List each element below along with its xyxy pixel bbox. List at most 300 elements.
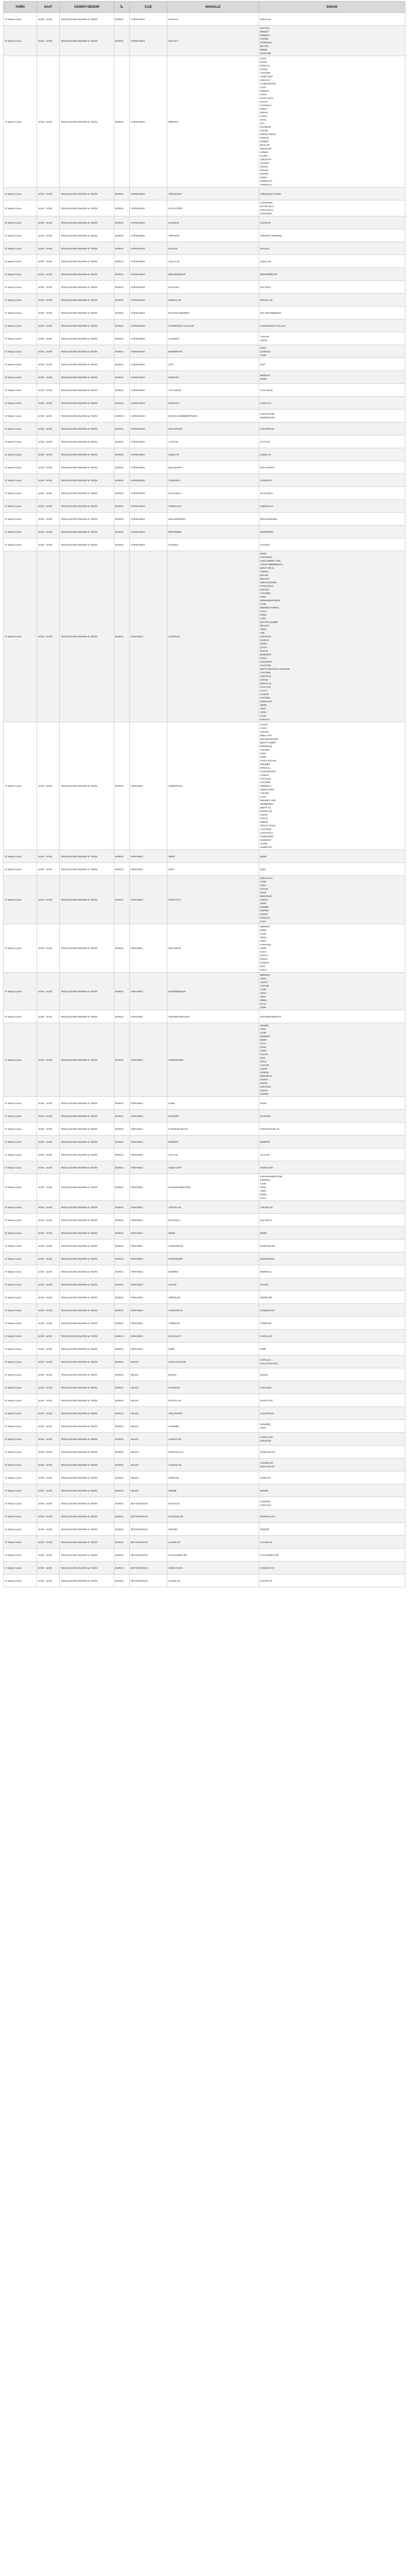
cell-district: ORHANELİ (130, 1343, 167, 1355)
cell-date: 17 Mayıs Cuma (4, 1110, 37, 1123)
cell-reason: TEDAŞ BAKIM ONARIM ve TESİS (60, 1381, 114, 1394)
cell-neighborhood: AKÇALAR (167, 255, 259, 268)
cell-reason: TEDAŞ BAKIM ONARIM ve TESİS (60, 526, 114, 538)
cell-reason: TEDAŞ BAKIM ONARIM ve TESİS (60, 1394, 114, 1407)
cell-date: 17 Mayıs Cuma (4, 1252, 37, 1265)
cell-province: BURSA (114, 526, 130, 538)
cell-reason: TEDAŞ BAKIM ONARIM ve TESİS (60, 422, 114, 435)
cell-province: BURSA (114, 255, 130, 268)
cell-reason: TEDAŞ BAKIM ONARIM ve TESİS (60, 1161, 114, 1174)
cell-neighborhood: KOÇDOĞAN (167, 1304, 259, 1317)
cell-reason: TEDAŞ BAKIM ONARIM ve TESİS (60, 26, 114, 56)
cell-time: 10:00 - 16:00 (37, 1497, 60, 1510)
cell-reason: TEDAŞ BAKIM ONARIM ve TESİS (60, 384, 114, 397)
cell-district: KELES (130, 1394, 167, 1407)
cell-reason: TEDAŞ BAKIM ONARIM ve TESİS (60, 1265, 114, 1278)
cell-date: 17 Mayıs Cuma (4, 538, 37, 551)
cell-neighborhood: FIŞEKKALE (167, 500, 259, 513)
cell-neighborhood: ÇAKIRLAR (167, 1536, 259, 1549)
cell-neighborhood: SOKUNDANDANAT (167, 1010, 259, 1023)
table-row (4, 188, 405, 200)
cell-province: BURSA (114, 422, 130, 435)
cell-street: DEPEDERE (259, 526, 405, 538)
cell-time: 10:00 - 16:00 (37, 526, 60, 538)
cell-province: BURSA (114, 1459, 130, 1471)
cell-time: 10:00 - 16:00 (37, 1549, 60, 1562)
cell-date: 17 Mayıs Cuma (4, 526, 37, 538)
cell-district: BÜYÜKORHAN (130, 1549, 167, 1562)
cell-date: 17 Mayıs Cuma (4, 188, 37, 200)
cell-date: 17 Mayıs Cuma (4, 1381, 37, 1394)
cell-street: KAVAKLAR (259, 1330, 405, 1343)
cell-date: 17 Mayıs Cuma (4, 1227, 37, 1240)
cell-province: BURSA (114, 863, 130, 876)
cell-street: ESKİYAYLA CAMİ YENİ PAZAR OKUL MEZARLIK SARAY TEPE ÇEŞME KÖPRÜ ÇINAR BAĞLAR KAYA (259, 876, 405, 924)
cell-date: 17 Mayıs Cuma (4, 551, 37, 722)
cell-province: BURSA (114, 722, 130, 850)
cell-reason: TEDAŞ BAKIM ONARIM ve TESİS (60, 500, 114, 513)
table-row (4, 1240, 405, 1252)
cell-province: BURSA (114, 1343, 130, 1355)
cell-time: 10:00 - 16:00 (37, 973, 60, 1010)
cell-province: BURSA (114, 1536, 130, 1549)
table-row (4, 435, 405, 448)
cell-time: 10:00 - 16:00 (37, 1394, 60, 1407)
table-row (4, 1227, 405, 1240)
cell-time: 10:00 - 16:00 (37, 13, 60, 26)
cell-district: HARMANCIK (130, 448, 167, 461)
cell-reason: TEDAŞ BAKIM ONARIM ve TESİS (60, 1148, 114, 1161)
cell-date: 17 Mayıs Cuma (4, 1240, 37, 1252)
cell-date: 17 Mayıs Cuma (4, 474, 37, 487)
cell-neighborhood: BALLIDARAY (167, 461, 259, 474)
table-row (4, 345, 405, 358)
cell-time: 10:00 - 16:00 (37, 1227, 60, 1240)
cell-time: 10:00 - 16:00 (37, 384, 60, 397)
cell-time: 10:00 - 16:00 (37, 229, 60, 242)
cell-street: DELİCEDONDU (259, 513, 405, 526)
cell-neighborhood: BEKDEMİRLER (167, 268, 259, 281)
cell-neighborhood: DERECİK (167, 371, 259, 384)
cell-province: BURSA (114, 1023, 130, 1097)
table-row (4, 56, 405, 188)
cell-time: 10:00 - 16:00 (37, 1265, 60, 1278)
cell-date: 17 Mayıs Cuma (4, 1123, 37, 1136)
cell-time: 10:00 - 16:00 (37, 307, 60, 319)
cell-district: KELES (130, 1407, 167, 1420)
cell-reason: TEDAŞ BAKIM ONARIM ve TESİS (60, 397, 114, 410)
cell-reason: TEDAŞ BAKIM ONARIM ve TESİS (60, 1174, 114, 1201)
cell-date: 17 Mayıs Cuma (4, 1291, 37, 1304)
cell-reason: TEDAŞ BAKIM ONARIM ve TESİS (60, 1407, 114, 1420)
cell-district: ORHANELİ (130, 1023, 167, 1097)
cell-street: EMİR (259, 1343, 405, 1355)
cell-neighborhood: PERÇİN (167, 1523, 259, 1536)
cell-district: ORHANELİ (130, 1240, 167, 1252)
cell-time: 10:00 - 16:00 (37, 268, 60, 281)
table-row (4, 294, 405, 307)
cell-date: 17 Mayıs Cuma (4, 1459, 37, 1471)
cell-province: BURSA (114, 1097, 130, 1110)
table-row (4, 281, 405, 294)
cell-province: BURSA (114, 551, 130, 722)
header-date: TARİH (4, 2, 37, 13)
table-row (4, 461, 405, 474)
table-row (4, 358, 405, 371)
cell-reason: TEDAŞ BAKIM ONARIM ve TESİS (60, 229, 114, 242)
cell-time: 10:00 - 16:00 (37, 319, 60, 332)
cell-date: 17 Mayıs Cuma (4, 1446, 37, 1459)
cell-neighborhood: SAMAYLAR (167, 1433, 259, 1446)
cell-time: 10:00 - 16:00 (37, 1381, 60, 1394)
cell-date: 17 Mayıs Cuma (4, 200, 37, 216)
cell-neighborhood: DAVUTLAR (167, 1394, 259, 1407)
cell-district: HARMANCIK (130, 188, 167, 200)
cell-street: DURSUNLAR (259, 1510, 405, 1523)
table-row (4, 410, 405, 422)
table-row (4, 384, 405, 397)
table-row (4, 1023, 405, 1097)
cell-district: HARMANCIK (130, 307, 167, 319)
cell-neighborhood: ÜNMETPAŞA (167, 722, 259, 850)
cell-reason: TEDAŞ BAKIM ONARIM ve TESİS (60, 56, 114, 188)
table-row (4, 1562, 405, 1574)
cell-street: KAZANLI (259, 538, 405, 551)
cell-reason: TEDAŞ BAKIM ONARIM ve TESİS (60, 1459, 114, 1471)
cell-street: ÇAKIRLAR (259, 1536, 405, 1549)
cell-neighborhood: ÇATALGÖZÜ (167, 200, 259, 216)
header-time: SAAT (37, 2, 60, 13)
cell-time: 10:00 - 16:00 (37, 1574, 60, 1587)
cell-district: ORHANELİ (130, 1214, 167, 1227)
cell-street: BALLIDARAY (259, 461, 405, 474)
cell-province: BURSA (114, 448, 130, 461)
cell-date: 17 Mayıs Cuma (4, 242, 37, 255)
table-row (4, 448, 405, 461)
cell-reason: TEDAŞ BAKIM ONARIM ve TESİS (60, 1227, 114, 1240)
table-row (4, 1446, 405, 1459)
cell-district: KELES (130, 1433, 167, 1446)
cell-province: BURSA (114, 216, 130, 229)
cell-street: OKUL BAYIR İSTİKLAL ÇARŞI ATATÜRK YEŞİLYURT KIZILCIK CUMHURİYET GAZİ ORMAN FATİH KARAAĞAÇ PINAR ALTINOVA HIRKA SARAY FAKILI OKUL KIYI ÜÇPINAR ZAFER MİMAR SİNAN DOĞAN KEMER BAĞLAR SEKİZLER GÜNEY KUZEY ÇIRAĞAN AYAZMA SÜSÜL BAHÇE KÖPRÜ DOĞU HÜRRİYET ARMUTLU (259, 56, 405, 188)
cell-street: MERKEZ ORTA AŞAĞI YUKARI CAMİ OKUL YENİ DERE KAYA TEPE (259, 973, 405, 1010)
cell-street: SERE (259, 850, 405, 863)
cell-province: BURSA (114, 268, 130, 281)
cell-province: BURSA (114, 1174, 130, 1201)
table-row (4, 255, 405, 268)
cell-province: BURSA (114, 1010, 130, 1023)
table-row (4, 1161, 405, 1174)
cell-district: ORHANELİ (130, 1330, 167, 1343)
cell-neighborhood: PADIL (167, 1097, 259, 1110)
cell-province: BURSA (114, 188, 130, 200)
header-district: İLÇE (130, 2, 167, 13)
cell-district: HARMANCIK (130, 332, 167, 345)
cell-time: 10:00 - 16:00 (37, 1201, 60, 1214)
cell-neighborhood: KARASAZ (167, 1497, 259, 1510)
table-row (4, 319, 405, 332)
cell-reason: TEDAŞ BAKIM ONARIM ve TESİS (60, 863, 114, 876)
cell-neighborhood: GELEMİÇ (167, 1420, 259, 1433)
cell-date: 17 Mayıs Cuma (4, 1394, 37, 1407)
cell-date: 17 Mayıs Cuma (4, 1214, 37, 1227)
cell-reason: TEDAŞ BAKIM ONARIM ve TESİS (60, 1420, 114, 1433)
cell-neighborhood: BALIOĞLU (167, 1214, 259, 1227)
cell-district: ORHANELİ (130, 1148, 167, 1161)
table-row (4, 307, 405, 319)
cell-street: GÜNEYKAYA (259, 1562, 405, 1574)
cell-street: ÇEKİ (259, 863, 405, 876)
cell-reason: TEDAŞ BAKIM ONARIM ve TESİS (60, 1123, 114, 1136)
table-row (4, 1304, 405, 1317)
cell-street: ALİTTUZ (259, 435, 405, 448)
cell-time: 10:00 - 16:00 (37, 1484, 60, 1497)
cell-date: 17 Mayıs Cuma (4, 876, 37, 924)
cell-district: HARMANCIK (130, 26, 167, 56)
table-body (4, 13, 405, 1587)
cell-reason: TEDAŞ BAKIM ONARIM ve TESİS (60, 345, 114, 358)
cell-street: YUNUSLAR BARAKOLAR (259, 1459, 405, 1471)
cell-reason: TEDAŞ BAKIM ONARIM ve TESİS (60, 722, 114, 850)
cell-district: BÜYÜKORHAN (130, 1536, 167, 1549)
table-row (4, 850, 405, 863)
cell-time: 10:00 - 16:00 (37, 1023, 60, 1097)
cell-street: GÖKÇELER ÇIKMA (259, 188, 405, 200)
cell-district: HARMANCIK (130, 281, 167, 294)
cell-date: 17 Mayıs Cuma (4, 1317, 37, 1330)
cell-street: KARAÇAL KOCA KOVACIK (259, 1355, 405, 1368)
cell-date: 17 Mayıs Cuma (4, 1549, 37, 1562)
cell-province: BURSA (114, 1407, 130, 1420)
cell-date: 17 Mayıs Cuma (4, 1536, 37, 1549)
cell-province: BURSA (114, 1161, 130, 1174)
cell-province: BURSA (114, 13, 130, 26)
cell-date: 17 Mayıs Cuma (4, 1304, 37, 1317)
cell-time: 10:00 - 16:00 (37, 1240, 60, 1252)
table-row (4, 268, 405, 281)
cell-neighborhood: YEŞİLYURT (167, 1161, 259, 1174)
cell-reason: TEDAŞ BAKIM ONARIM ve TESİS (60, 358, 114, 371)
cell-district: HARMANCIK (130, 319, 167, 332)
table-row (4, 1574, 405, 1587)
cell-time: 10:00 - 16:00 (37, 26, 60, 56)
cell-reason: TEDAŞ BAKIM ONARIM ve TESİS (60, 513, 114, 526)
cell-reason: TEDAŞ BAKIM ONARIM ve TESİS (60, 1252, 114, 1265)
table-row (4, 863, 405, 876)
cell-street: GELEMİÇ YENİ (259, 1420, 405, 1433)
cell-province: BURSA (114, 850, 130, 863)
table-header (4, 2, 405, 13)
cell-neighborhood: BAŞAR (167, 1368, 259, 1381)
cell-reason: TEDAŞ BAKIM ONARIM ve TESİS (60, 487, 114, 500)
cell-time: 10:00 - 16:00 (37, 1330, 60, 1343)
cell-province: BURSA (114, 1278, 130, 1291)
cell-district: ORHANELİ (130, 1010, 167, 1023)
cell-province: BURSA (114, 1562, 130, 1574)
cell-reason: TEDAŞ BAKIM ONARIM ve TESİS (60, 1355, 114, 1368)
cell-time: 10:00 - 16:00 (37, 1446, 60, 1459)
cell-province: BURSA (114, 461, 130, 474)
cell-province: BURSA (114, 1252, 130, 1265)
cell-street: ORTA ÇAYBAŞI CAMİ (259, 345, 405, 358)
cell-date: 17 Mayıs Cuma (4, 1562, 37, 1574)
cell-district: ORHANELİ (130, 973, 167, 1010)
cell-district: ORHANELİ (130, 1252, 167, 1265)
cell-district: HARMANCIK (130, 384, 167, 397)
cell-neighborhood: KARAKOZANLAR (167, 1123, 259, 1136)
cell-street: AKÇAPINAR (259, 1407, 405, 1420)
cell-reason: TEDAŞ BAKIM ONARIM ve TESİS (60, 1368, 114, 1381)
cell-time: 10:00 - 16:00 (37, 924, 60, 973)
cell-district: BÜYÜKORHAN (130, 1510, 167, 1523)
cell-province: BURSA (114, 1201, 130, 1214)
cell-neighborhood: SERİÇLER (167, 1291, 259, 1304)
cell-neighborhood: DAĞGÖZ (167, 1110, 259, 1123)
table-row (4, 1174, 405, 1201)
cell-street: DERE (259, 1227, 405, 1240)
table-row (4, 1148, 405, 1161)
cell-neighborhood: DEĞİRMENLER (167, 973, 259, 1010)
cell-street: FIŞEKKALE (259, 500, 405, 513)
table-row (4, 551, 405, 722)
cell-district: HARMANCIK (130, 345, 167, 358)
cell-district: HARMANCIK (130, 242, 167, 255)
table-row (4, 526, 405, 538)
cell-street: YÖRELER (259, 1317, 405, 1330)
cell-date: 17 Mayıs Cuma (4, 1574, 37, 1587)
cell-street: ÇEŞME YENİ CAMİ MERKEZ DERE KAYA OKUL TEPE PAZAR BAĞ ORTA YUKARI AŞAĞI ÇAMLIK MEZARLIK SARAY PINAR KARAKOL ÇINAR KÖPRÜ (259, 1023, 405, 1097)
table-row (4, 1497, 405, 1510)
cell-date: 17 Mayıs Cuma (4, 435, 37, 448)
cell-date: 17 Mayıs Cuma (4, 1355, 37, 1368)
cell-time: 10:00 - 16:00 (37, 410, 60, 422)
cell-district: KELES (130, 1459, 167, 1471)
cell-district: BÜYÜKORHAN (130, 1574, 167, 1587)
table-row (4, 242, 405, 255)
cell-street: BAŞAR (259, 1368, 405, 1381)
cell-reason: TEDAŞ BAKIM ONARIM ve TESİS (60, 1433, 114, 1446)
cell-neighborhood: KOCAPINAR (167, 422, 259, 435)
cell-province: BURSA (114, 1136, 130, 1148)
cell-province: BURSA (114, 1497, 130, 1510)
cell-neighborhood: DEMİRCİ (167, 1265, 259, 1278)
cell-neighborhood: DEDEPINAR (167, 345, 259, 358)
cell-reason: TEDAŞ BAKIM ONARIM ve TESİS (60, 371, 114, 384)
table-row (4, 1536, 405, 1549)
cell-province: BURSA (114, 319, 130, 332)
cell-time: 10:00 - 16:00 (37, 487, 60, 500)
cell-street: SERİÇLER (259, 1291, 405, 1304)
cell-time: 10:00 - 16:00 (37, 188, 60, 200)
cell-district: HARMANCIK (130, 513, 167, 526)
cell-district: KELES (130, 1471, 167, 1484)
cell-time: 10:00 - 16:00 (37, 863, 60, 876)
cell-date: 17 Mayıs Cuma (4, 307, 37, 319)
cell-street: BALIOĞLU (259, 1214, 405, 1227)
cell-time: 10:00 - 16:00 (37, 1355, 60, 1368)
cell-time: 10:00 - 16:00 (37, 1010, 60, 1023)
cell-neighborhood: ARPAKÖY (167, 229, 259, 242)
cell-date: 17 Mayıs Cuma (4, 924, 37, 973)
cell-district: HARMANCIK (130, 410, 167, 422)
cell-street: YUKARI AŞAĞI (259, 332, 405, 345)
cell-district: HARMANCIK (130, 13, 167, 26)
cell-neighborhood: KARAMANDIRTENE (167, 1174, 259, 1201)
cell-time: 10:00 - 16:00 (37, 1536, 60, 1549)
cell-province: BURSA (114, 1355, 130, 1368)
cell-district: ORHANELİ (130, 1317, 167, 1330)
table-row (4, 332, 405, 345)
cell-district: KELES (130, 1368, 167, 1381)
cell-reason: TEDAŞ BAKIM ONARIM ve TESİS (60, 1278, 114, 1291)
cell-time: 10:00 - 16:00 (37, 216, 60, 229)
cell-reason: TEDAŞ BAKIM ONARIM ve TESİS (60, 1446, 114, 1459)
cell-neighborhood: SENDE (167, 1484, 259, 1497)
cell-date: 17 Mayıs Cuma (4, 1023, 37, 1097)
cell-province: BURSA (114, 500, 130, 513)
cell-province: BURSA (114, 1510, 130, 1523)
cell-street: BEKDEMİRLER (259, 268, 405, 281)
outage-table-container (3, 1, 405, 1587)
cell-street: DAVUTLAR (259, 1394, 405, 1407)
cell-time: 10:00 - 16:00 (37, 1123, 60, 1136)
cell-street: KOZDAMLAR (259, 1240, 405, 1252)
cell-district: KELES (130, 1381, 167, 1394)
cell-date: 17 Mayıs Cuma (4, 294, 37, 307)
cell-street: HOCAKASIM DEDEPINARI (259, 410, 405, 422)
cell-date: 17 Mayıs Cuma (4, 26, 37, 56)
cell-neighborhood: YUNUSLAR (167, 1459, 259, 1471)
cell-reason: TEDAŞ BAKIM ONARIM ve TESİS (60, 410, 114, 422)
cell-neighborhood: DERE (167, 1227, 259, 1240)
cell-date: 17 Mayıs Cuma (4, 1407, 37, 1420)
table-row (4, 924, 405, 973)
cell-date: 17 Mayıs Cuma (4, 216, 37, 229)
cell-time: 10:00 - 16:00 (37, 461, 60, 474)
cell-neighborhood: HIŞIKLAR (167, 448, 259, 461)
cell-date: 17 Mayıs Cuma (4, 863, 37, 876)
cell-reason: TEDAŞ BAKIM ONARIM ve TESİS (60, 1574, 114, 1587)
table-row (4, 1420, 405, 1433)
cell-province: BURSA (114, 1420, 130, 1433)
cell-province: BURSA (114, 1110, 130, 1123)
table-row (4, 1110, 405, 1123)
cell-neighborhood: YAKUPLAR (167, 1201, 259, 1214)
cell-time: 10:00 - 16:00 (37, 1097, 60, 1110)
cell-date: 17 Mayıs Cuma (4, 1433, 37, 1446)
cell-district: KELES (130, 1355, 167, 1368)
cell-date: 17 Mayıs Cuma (4, 973, 37, 1010)
cell-date: 17 Mayıs Cuma (4, 397, 37, 410)
cell-district: ORHANELİ (130, 1304, 167, 1317)
cell-reason: TEDAŞ BAKIM ONARIM ve TESİS (60, 281, 114, 294)
cell-time: 10:00 - 16:00 (37, 200, 60, 216)
table-row (4, 513, 405, 526)
cell-date: 17 Mayıs Cuma (4, 358, 37, 371)
cell-province: BURSA (114, 1227, 130, 1240)
cell-province: BURSA (114, 26, 130, 56)
cell-province: BURSA (114, 1304, 130, 1317)
cell-neighborhood: DELİCEKIR (167, 924, 259, 973)
cell-reason: TEDAŞ BAKIM ONARIM ve TESİS (60, 435, 114, 448)
cell-street: KARAKOZ (259, 1381, 405, 1394)
cell-neighborhood: GÖKÇELER (167, 188, 259, 200)
cell-reason: TEDAŞ BAKIM ONARIM ve TESİS (60, 268, 114, 281)
cell-street: BOZA KARAMAN SAĞLAMMEY AĞIL YAŞAR MEMMEDOV ŞEHİT OKUL TEPECİ BAHAR BULVAR ORHAN BASIR KARAAĞAÇ KIRAZLI ATATÜRK FIKIR ORMANDIRTEKİN CAMİ MEHMET İNÖNÜ HALK FIRIN YENİ ERYATA ÇEŞME DEVLET TEPE GÖL ÇIRAĞAN ÇAMLIK DERE ÇATAL PAZAR BAŞKENT FATİH KARAMAN HASTANE ŞEHİT MUSTAFA AKŞAHİN ATATÜRK ÇIRAĞAN SAVAŞ MAHALLE KAYALAR YAYLA ÇAMLIK ATATÜRK KEMALİYE DERE YENİ ORTA CAMİ KARACA (259, 551, 405, 722)
table-row (4, 1010, 405, 1023)
cell-neighborhood: KOZDAMLAR (167, 1240, 259, 1252)
cell-street: DEMİRCİ 1 (259, 1265, 405, 1278)
